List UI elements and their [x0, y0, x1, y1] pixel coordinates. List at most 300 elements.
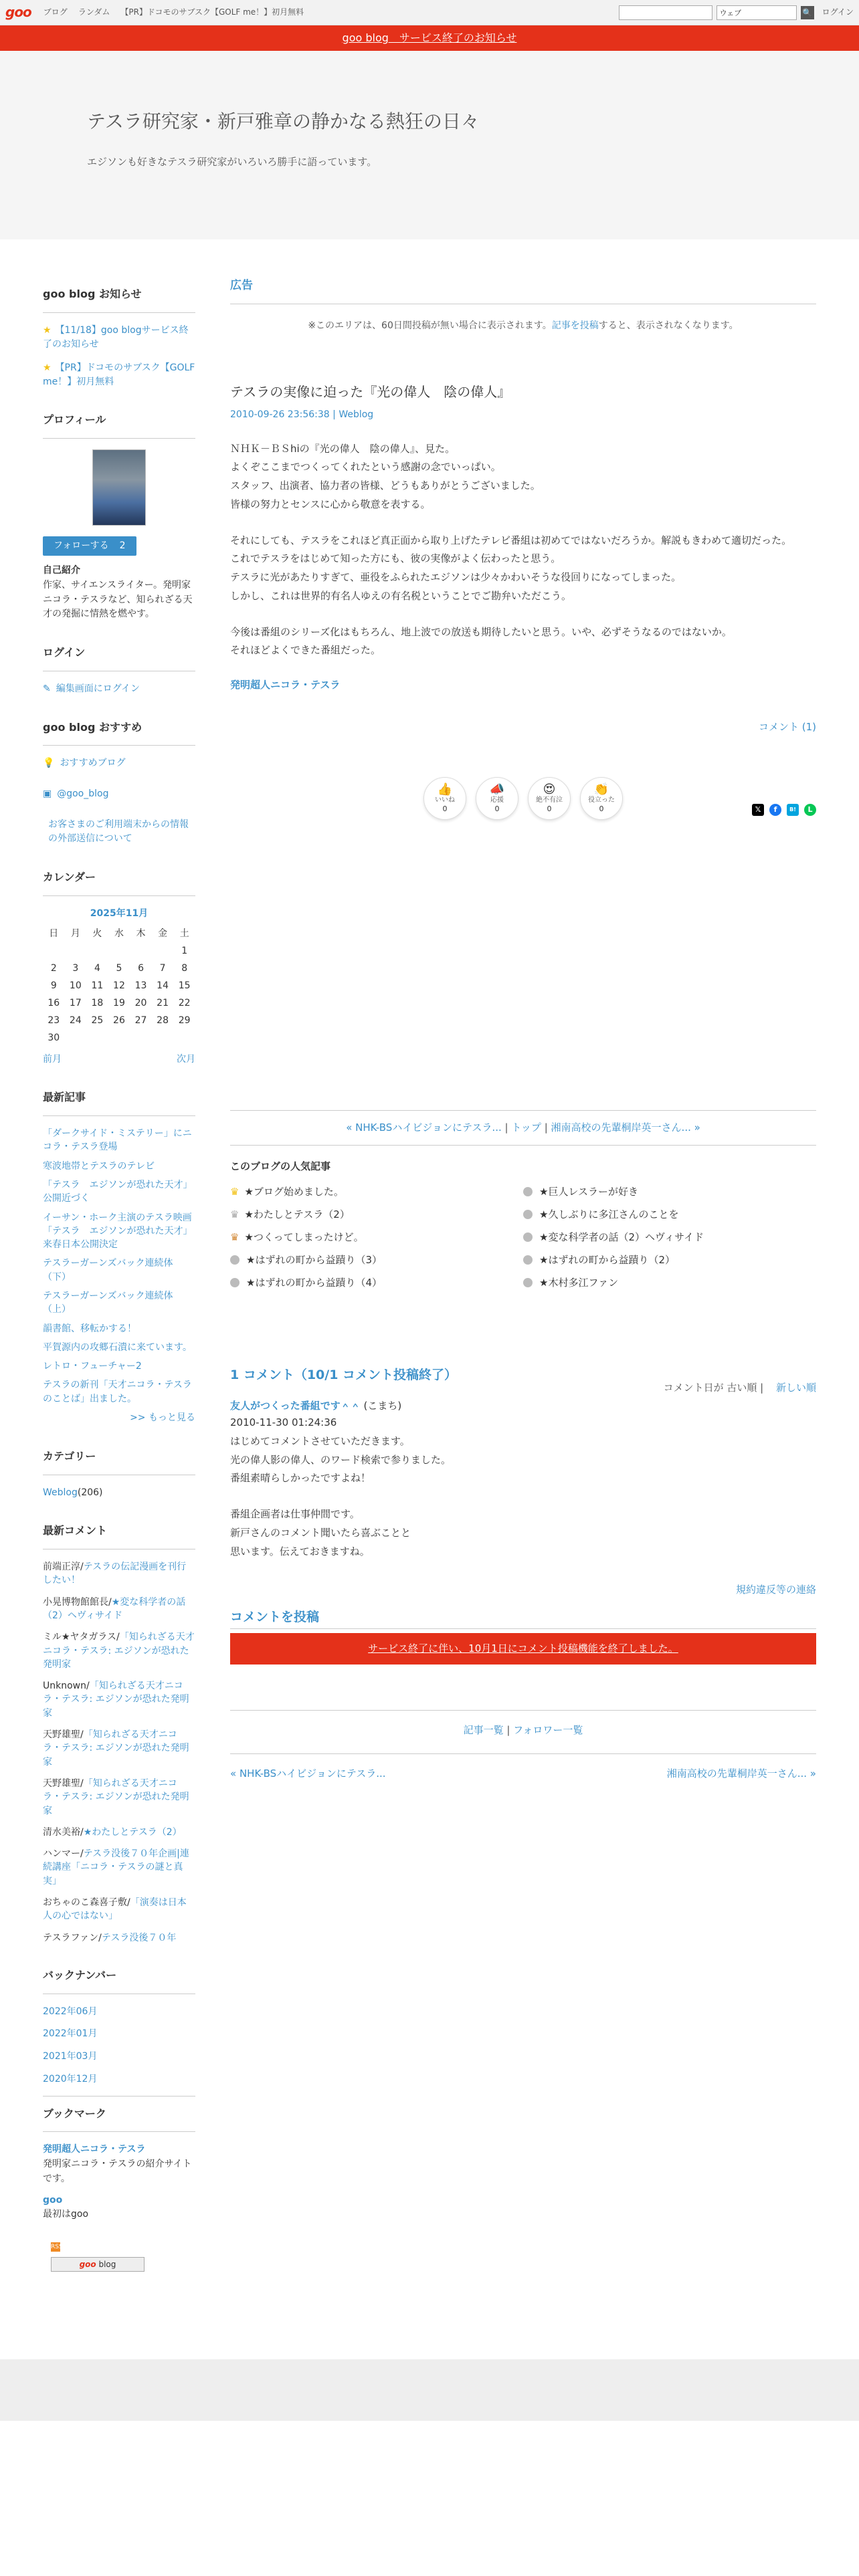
comment-line: 光の偉人影の偉人、のワード検索で参りました。: [230, 1453, 452, 1466]
latest-article-link[interactable]: 寒波地帯とテスラのテレビ: [43, 1160, 155, 1172]
calendar-day: 25: [91, 1014, 104, 1026]
latest-item: [43, 1257, 195, 1284]
news-link[interactable]: 【11/18】goo blogサービス終了のお知らせ: [43, 324, 189, 350]
article-title[interactable]: テスラの実像に迫った『光の偉人 陰の偉人』: [230, 384, 511, 401]
calendar-day: [108, 943, 130, 960]
pager-prev-link[interactable]: « NHK-BSハイビジョンにテスラ...: [346, 1121, 502, 1134]
popular-item: [523, 1182, 816, 1201]
popular-article-link[interactable]: ★つくってしまったけど。: [244, 1231, 364, 1244]
latest-article-link[interactable]: イーサン・ホーク主演のテスラ映画「テスラ エジソンが恐れた天才」来春日本公開決定: [43, 1212, 193, 1251]
latest-item: [43, 1360, 195, 1373]
calendar-day: [65, 943, 87, 960]
comment-date: 2010-11-30 01:24:36: [230, 1416, 337, 1429]
calendar-weekday: 火: [92, 928, 102, 939]
reaction-cheer-button[interactable]: [476, 777, 518, 820]
article-date: 2010-09-26 23:56:38: [230, 409, 330, 421]
popular-article-link[interactable]: ★木村多江ファン: [539, 1277, 619, 1289]
main-content: [230, 277, 816, 1782]
calendar-weekday: 木: [136, 928, 146, 939]
recent-comment: [43, 1630, 195, 1671]
calendar-day: [130, 1030, 152, 1047]
sidebar: [43, 286, 195, 2294]
edit-login-link[interactable]: 編集画面にログイン: [56, 683, 140, 694]
login-section: [43, 645, 195, 696]
reaction-cheer-icon: 📣: [489, 782, 505, 796]
calendar-day: 9: [50, 980, 57, 991]
popular-article-link[interactable]: ★はずれの町から益蹟り（3）: [246, 1254, 382, 1267]
latest-item: [43, 1378, 195, 1406]
calendar-weekday: 日: [49, 928, 59, 939]
star-icon: ★: [43, 362, 52, 373]
rank-dot-icon: [230, 1278, 240, 1287]
latest-article-link[interactable]: テスラーガーンズバック連続体（下）: [43, 1258, 173, 1283]
popular-item: [230, 1228, 523, 1247]
gold-crown-icon: ♛: [230, 1186, 240, 1198]
article-line: 皆様の努力とセンスに心から敬意を表する。: [230, 498, 431, 510]
comment-article-link[interactable]: テスラ没後７０年: [101, 1932, 177, 1943]
category-count: (206): [77, 1487, 103, 1498]
goo-logo[interactable]: goo: [5, 4, 31, 20]
calendar-day: 24: [69, 1014, 82, 1026]
comments-heading: 1 コメント（10/1 コメント投稿終了）: [230, 1368, 458, 1383]
comment-closed-notice[interactable]: サービス終了に伴い、10月1日にコメント投稿機能を終了しました。: [230, 1633, 816, 1665]
article-line: それほどよくできた番組だった。: [230, 644, 381, 657]
comment-author: Unknown: [43, 1681, 86, 1692]
calendar-day: 4: [94, 962, 100, 974]
category-section: [43, 1448, 195, 1500]
latest-item: [43, 1341, 195, 1354]
follow-button[interactable]: [43, 536, 136, 556]
calendar-day: 6: [138, 962, 144, 974]
latest-item: [43, 1160, 195, 1173]
article-line: 今後は番組のシリーズ化はもちろん、地上波での放送も期待したいと思う。いや、必ずそうなるのではないか。: [230, 625, 732, 638]
search-scope-select[interactable]: ウェブ: [717, 5, 797, 20]
article-line: スタッフ、出演者、協力者の皆様、どうもありがとうございました。: [230, 479, 541, 492]
recent-comments-section: [43, 1523, 195, 1945]
recent-comment: [43, 1896, 195, 1923]
calendar-day: 22: [178, 997, 191, 1008]
comment-article-link[interactable]: テスラ没後７０年企画|連続講座「ニコラ・テスラの謎と真実」: [43, 1848, 189, 1887]
x-share-icon[interactable]: 𝕏: [752, 804, 764, 816]
backnumber-list: [43, 2005, 195, 2087]
pager-top-link[interactable]: トップ: [511, 1121, 541, 1134]
calendar-day: [152, 943, 174, 960]
comment-article-link[interactable]: 「知られざる天才ニコラ・テスラ: エジソンが恐れた発明家: [43, 1681, 189, 1719]
calendar-day: 10: [69, 980, 82, 991]
bulb-icon: 💡: [43, 758, 55, 769]
rank-dot-icon: [523, 1210, 533, 1219]
calendar-section: [43, 869, 195, 1067]
bookmark-tesla-desc: 発明家ニコラ・テスラの紹介サイトです。: [43, 2159, 192, 2184]
calendar-day: 20: [134, 997, 147, 1008]
comment-author: おちゃのこ森喜子敷: [43, 1897, 127, 1908]
search-input[interactable]: [619, 5, 712, 20]
popular-item: [523, 1251, 816, 1269]
backnumber-link[interactable]: 2020年12月: [43, 2073, 98, 2084]
calendar-table: [43, 926, 195, 1047]
sort-new-link[interactable]: 新しい順: [775, 1381, 816, 1394]
comment-line: 新戸さんのコメント聞いたら喜ぶことと: [230, 1526, 411, 1539]
calendar-day: 18: [91, 997, 104, 1008]
reaction-love-icon: 😍: [543, 782, 556, 796]
calendar-day: [130, 943, 152, 960]
comment-article-link[interactable]: 「知られざる天才ニコラ・テスラ: エジソンが恐れた発明家: [43, 1778, 189, 1816]
follower-list-link[interactable]: フォロワー一覧: [513, 1724, 583, 1737]
latest-more-link[interactable]: >> もっと見る: [130, 1412, 195, 1424]
login-link[interactable]: ログイン: [822, 7, 854, 17]
calendar-week: [43, 1012, 195, 1030]
bottom-next-link[interactable]: 湘南高校の先輩桐岸英一さん... »: [666, 1767, 816, 1780]
comment-article-link[interactable]: ★わたしとテスラ（2）: [83, 1826, 182, 1838]
calendar-day: [86, 1030, 108, 1047]
calendar-week: [43, 960, 195, 978]
comment-author: ミル★ヤタガラス: [43, 1632, 116, 1643]
reaction-helpful-icon: 👏: [593, 782, 609, 796]
calendar-day: 17: [69, 997, 82, 1008]
popular-list: [230, 1182, 816, 1292]
calendar-day: 19: [113, 997, 125, 1008]
bronze-crown-icon: ♛: [230, 1231, 240, 1244]
reaction-label: いいね: [435, 796, 455, 804]
popular-article-link[interactable]: ★ブログ始めました。: [244, 1186, 344, 1198]
popular-heading: このブログの人気記事: [230, 1160, 331, 1172]
reaction-count: 0: [547, 804, 552, 813]
latest-item: [43, 1211, 195, 1252]
latest-item: [43, 1127, 195, 1154]
comment-author: 小晃博物館館長: [43, 1596, 108, 1608]
comment-author: 清水美裕: [43, 1826, 80, 1838]
reaction-love-button[interactable]: [528, 777, 571, 820]
news-heading: goo blog お知らせ: [43, 286, 195, 313]
rank-dot-icon: [523, 1278, 533, 1287]
latest-article-link[interactable]: 「テスラ エジソンが恐れた天才」公開近づく: [43, 1179, 193, 1204]
latest-article-link[interactable]: テスラーガーンズバック連続体（上）: [43, 1291, 173, 1315]
follow-label: フォローする: [54, 540, 109, 551]
follow-count: 2: [119, 540, 126, 551]
calendar-day: [43, 943, 65, 960]
reaction-count: 0: [599, 804, 604, 813]
reaction-count: 0: [442, 804, 448, 813]
self-intro-text: 作家、サイエンスライター。発明家ニコラ・テスラなど、知られざる天才の発掘に情熱を燃やす。: [43, 579, 193, 620]
comment-sep: /: [127, 1897, 130, 1908]
popular-item: [523, 1273, 816, 1292]
article-list-link[interactable]: 記事一覧: [463, 1724, 504, 1737]
post-article-link[interactable]: 記事を投稿: [551, 320, 599, 332]
bottom-prev-link[interactable]: « NHK-BSハイビジョンにテスラ...: [230, 1767, 386, 1780]
popular-article-link[interactable]: ★わたしとテスラ（2）: [244, 1208, 350, 1221]
goo-blog-twitter-link[interactable]: @goo_blog: [57, 788, 109, 799]
footer: [0, 2359, 859, 2421]
backnumber-link[interactable]: 2022年01月: [43, 2028, 98, 2040]
calendar-prev[interactable]: 前月: [43, 1053, 62, 1065]
latest-item: [43, 1178, 195, 1206]
comment-author: ハンマー: [43, 1848, 80, 1860]
calendar-week: [43, 943, 195, 960]
comment-article-link[interactable]: テスラの伝記漫画を刊行したい！: [43, 1562, 187, 1586]
calendar-week: [43, 978, 195, 995]
topbar-search: [619, 5, 854, 20]
article-pager: [230, 1110, 816, 1146]
recent-comment: [43, 1826, 195, 1839]
report-link[interactable]: 規約違反等の連絡: [735, 1584, 816, 1596]
line-share-icon[interactable]: L: [804, 804, 816, 816]
recent-comments-list: [43, 1560, 195, 1945]
calendar-day: 26: [113, 1014, 125, 1026]
post-comment-heading: コメントを投稿: [230, 1608, 816, 1629]
latest-article-link[interactable]: 平賀源内の攻郷石潰に来ています。: [43, 1341, 192, 1353]
calendar-weekday: 月: [70, 928, 80, 939]
comment-author: 前端正淳: [43, 1562, 80, 1573]
top-bar: [0, 0, 859, 25]
calendar-day: 11: [91, 980, 104, 991]
reaction-like-button[interactable]: [423, 777, 466, 820]
calendar-day: 23: [47, 1014, 60, 1026]
backnumber-item: [43, 2005, 195, 2020]
recent-comment: [43, 1679, 195, 1720]
profile-section: [43, 412, 195, 622]
article-meta: 2010-09-26 23:56:38 | Weblog: [230, 409, 374, 421]
comment-sep: /: [98, 1932, 102, 1943]
star-icon: ★: [43, 324, 52, 336]
comment-title-row: [230, 1398, 816, 1414]
backnumber-link[interactable]: 2021年03月: [43, 2051, 98, 2062]
share-buttons: [230, 804, 816, 816]
calendar-day: 21: [157, 997, 169, 1008]
popular-item: [230, 1205, 523, 1224]
article-category-link[interactable]: Weblog: [339, 409, 374, 421]
profile-photo[interactable]: [92, 449, 146, 526]
popular-item: [523, 1205, 816, 1224]
latest-item: [43, 1289, 195, 1317]
calendar-week: [43, 1030, 195, 1047]
popular-article-link[interactable]: ★久しぶりに多江さんのことを: [539, 1208, 679, 1221]
comment-sep: /: [108, 1596, 112, 1608]
calendar-weekday: 金: [158, 928, 168, 939]
category-heading: カテゴリー: [43, 1448, 195, 1475]
backnumber-item: [43, 2050, 195, 2064]
recommend-section: [43, 720, 195, 847]
ad-note-pre: ※このエリアは、60日間投稿が無い場合に表示されます。: [308, 320, 552, 332]
news-section: [43, 286, 195, 389]
news-item: [43, 324, 195, 352]
list-links: 記事一覧 | フォロワー一覧: [230, 1710, 816, 1738]
comment-sep: /: [80, 1826, 84, 1838]
rank-dot-icon: [523, 1232, 533, 1242]
popular-item: [230, 1251, 523, 1269]
article-line: それにしても、テスラをこれほど真正面から取り上げたテレビ番組は初めてではないだろうか。解説もきわめて適切だった。: [230, 534, 792, 546]
calendar-day: [173, 1030, 195, 1047]
latest-section: [43, 1089, 195, 1426]
category-link[interactable]: Weblog: [43, 1487, 78, 1498]
sort-label: コメント日が: [663, 1381, 724, 1394]
popular-item: [230, 1273, 523, 1292]
news-link[interactable]: 【PR】ドコモのサブスク【GOLF me！】初月無料: [43, 362, 195, 387]
calendar-month[interactable]: 2025年11月: [90, 907, 149, 919]
article-tag-link[interactable]: 発明超人ニコラ・テスラ: [230, 679, 341, 691]
self-intro-heading: 自己紹介: [43, 565, 80, 576]
rank-dot-icon: [230, 1255, 240, 1265]
backnumber-item: [43, 2072, 195, 2087]
backnumber-link[interactable]: 2022年06月: [43, 2006, 98, 2017]
recommend-blog-link[interactable]: おすすめブログ: [60, 758, 126, 769]
calendar-day: 16: [47, 997, 60, 1008]
calendar-day: 3: [72, 962, 79, 974]
search-icon[interactable]: 🔍: [801, 6, 814, 19]
comment-count-link[interactable]: コメント (1): [758, 721, 816, 734]
reaction-label: 絶不有泣: [536, 796, 563, 804]
recent-comment: [43, 1596, 195, 1623]
badge-brand: goo: [79, 2259, 96, 2269]
hatena-share-icon[interactable]: B!: [787, 804, 799, 816]
calendar-day: [108, 1030, 130, 1047]
popular-article-link[interactable]: ★はずれの町から益蹟り（2）: [539, 1254, 675, 1267]
comment-sep: /: [80, 1848, 84, 1860]
pager-sep: |: [504, 1121, 508, 1134]
goo-blog-badge[interactable]: [51, 2257, 145, 2272]
calendar-day: 2: [50, 962, 57, 974]
page-body: [0, 239, 859, 2421]
comment-body-1: [230, 1432, 816, 1488]
bookmark-heading: ブックマーク: [43, 2096, 195, 2133]
calendar-day: 12: [113, 980, 125, 991]
latest-article-link[interactable]: 韻書館、移転かする！: [43, 1323, 136, 1334]
twitter-icon: ▣: [43, 788, 52, 799]
latest-article-link[interactable]: 「ダークサイド・ミステリー」にニコラ・テスラ登場: [43, 1128, 192, 1153]
recent-comments-heading: 最新コメント: [43, 1523, 195, 1549]
blog-title[interactable]: テスラ研究家・新戸雅章の静かなる熱狂の日々: [87, 110, 480, 132]
latest-article-link[interactable]: レトロ・フューチャー2: [43, 1361, 142, 1372]
rank-dot-icon: [523, 1255, 533, 1265]
login-heading: ログイン: [43, 645, 195, 671]
comment-sep: /: [80, 1562, 84, 1573]
latest-item: [43, 1322, 195, 1335]
facebook-share-icon[interactable]: f: [769, 804, 781, 816]
calendar-day: [65, 1030, 87, 1047]
calendar-day: 1: [181, 945, 188, 956]
pager-sep: |: [544, 1121, 548, 1134]
profile-heading: プロフィール: [43, 412, 195, 439]
popular-item: [230, 1182, 523, 1201]
reaction-helpful-button[interactable]: [580, 777, 623, 820]
pencil-icon: ✎: [43, 683, 51, 694]
comment-sep: /: [80, 1729, 84, 1741]
calendar-day: 28: [157, 1014, 169, 1026]
ad-note-post: すると、表示されなくなります。: [598, 320, 739, 332]
calendar-weekday: 水: [114, 928, 124, 939]
recent-comment: [43, 1931, 195, 1945]
comment-line: 番組素晴らしかったですよね！: [230, 1472, 371, 1485]
comment-article-link[interactable]: 「演奏は日本人の心ではない」: [43, 1897, 187, 1922]
popular-item: [523, 1228, 816, 1247]
comment-line: はじめてコメントさせていただきます。: [230, 1434, 410, 1447]
badge-text: blog: [98, 2259, 116, 2269]
recent-comment: [43, 1560, 195, 1588]
calendar-heading: カレンダー: [43, 869, 195, 896]
recent-comment: [43, 1847, 195, 1888]
reaction-like-icon: 👍: [437, 782, 453, 796]
article-body: [230, 440, 816, 661]
comment-sep: /: [116, 1632, 120, 1643]
backnumber-item: [43, 2027, 195, 2042]
rss-icon[interactable]: RSS: [51, 2243, 63, 2250]
blog-description: エジソンも好きなテスラ研究家がいろいろ勝手に語っています。: [87, 156, 377, 169]
calendar-day: 29: [178, 1014, 191, 1026]
recent-comment: [43, 1728, 195, 1769]
reaction-label: 応援: [490, 796, 504, 804]
bottom-nav: [230, 1753, 816, 1782]
bookmark-goo-link[interactable]: goo: [43, 2194, 63, 2206]
topbar-link-blog[interactable]: ブログ: [43, 7, 68, 17]
comment-author: 天野雄聖: [43, 1729, 80, 1741]
calendar-day: 15: [178, 980, 191, 991]
popular-article-link[interactable]: ★はずれの町から益蹟り（4）: [246, 1277, 382, 1289]
comment-line: 番組企画者は仕事仲間です。: [230, 1508, 360, 1521]
comment-author: 天野雄聖: [43, 1778, 80, 1789]
rank-dot-icon: [523, 1187, 533, 1196]
calendar-next[interactable]: 次月: [177, 1053, 195, 1065]
comment-sort: コメント日が 古い順 | 新しい順: [663, 1381, 816, 1394]
comment-article-link[interactable]: 「知られざる天才ニコラ・テスラ: エジソンが恐れた発明家: [43, 1729, 189, 1767]
article-line: テスラに光があたりすぎて、亜役をふられたエジソンは少々かわいそうな役回りになってしまった。: [230, 571, 682, 584]
pager-next-link[interactable]: 湘南高校の先輩桐岸英一さん... »: [551, 1121, 700, 1134]
article-line: しかし、これは世界的有名人ゆえの有名税ということでご勘弁いただこう。: [230, 589, 572, 602]
recommend-heading: goo blog おすすめ: [43, 720, 195, 746]
article-line: ＮＨＫ－ＢＳhiの『光の偉人 陰の偉人』、見た。: [230, 442, 456, 455]
comment-author: (こまち): [363, 1399, 402, 1412]
calendar-weekday: 土: [179, 928, 189, 939]
latest-heading: 最新記事: [43, 1089, 195, 1116]
comment-line: 思います。伝えておきますね。: [230, 1545, 370, 1558]
bookmark-tesla-link[interactable]: 発明超人ニコラ・テスラ: [43, 2144, 146, 2155]
recent-comment: [43, 1777, 195, 1818]
popular-article-link[interactable]: ★変な科学者の話（2）ヘヴィサイド: [539, 1231, 704, 1244]
calendar-day: [152, 1030, 174, 1047]
calendar-week: [43, 995, 195, 1012]
comment-article-link[interactable]: ★変な科学者の話（2）ヘヴィサイド: [43, 1596, 186, 1621]
bookmark-section: [43, 2096, 195, 2272]
topbar-link-pr[interactable]: 【PR】ドコモのサブスク【GOLF me！】初月無料: [120, 7, 304, 17]
external-transmission-link[interactable]: お客さまのご利用端末からの情報の外部送信について: [48, 819, 189, 845]
blog-header: [0, 51, 859, 239]
calendar-day: 8: [181, 962, 188, 974]
comment-body-2: [230, 1505, 816, 1561]
topbar-link-random[interactable]: ランダム: [78, 7, 110, 17]
calendar-day: 7: [159, 962, 166, 974]
backnumber-section: [43, 1967, 195, 2084]
reaction-label: 役立った: [588, 796, 615, 804]
popular-article-link[interactable]: ★巨人レスラーが好き: [539, 1186, 638, 1198]
silver-crown-icon: ♛: [230, 1208, 240, 1221]
sort-old: 古い順: [727, 1381, 757, 1394]
service-end-notice[interactable]: goo blog サービス終了のお知らせ: [0, 25, 859, 51]
latest-list: [43, 1127, 195, 1406]
calendar-day: 27: [134, 1014, 147, 1026]
calendar-day: [86, 943, 108, 960]
backnumber-heading: バックナンバー: [43, 1967, 195, 1994]
comment-title-link[interactable]: 友人がつくった番組です＾＾: [230, 1399, 361, 1412]
news-item: [43, 361, 195, 389]
article-line: よくぞここまでつくってくれたという感謝の念でいっぱい。: [230, 461, 501, 473]
latest-article-link[interactable]: テスラの新刊「天才ニコラ・テスラのことば」出ました。: [43, 1380, 192, 1404]
ad-heading: 広告: [230, 277, 816, 304]
comment-sep: /: [86, 1681, 90, 1692]
comment-author: テスラファン: [43, 1932, 99, 1943]
article-line: これでテスラをはじめて知った方にも、彼の実像がよく伝わったと思う。: [230, 552, 561, 565]
calendar-day: 30: [47, 1032, 60, 1043]
comment-article-link[interactable]: 「知られざる天才ニコラ・テスラ: エジソンが恐れた発明家: [43, 1632, 195, 1670]
calendar-day: 13: [134, 980, 147, 991]
comment-sep: /: [80, 1778, 84, 1789]
